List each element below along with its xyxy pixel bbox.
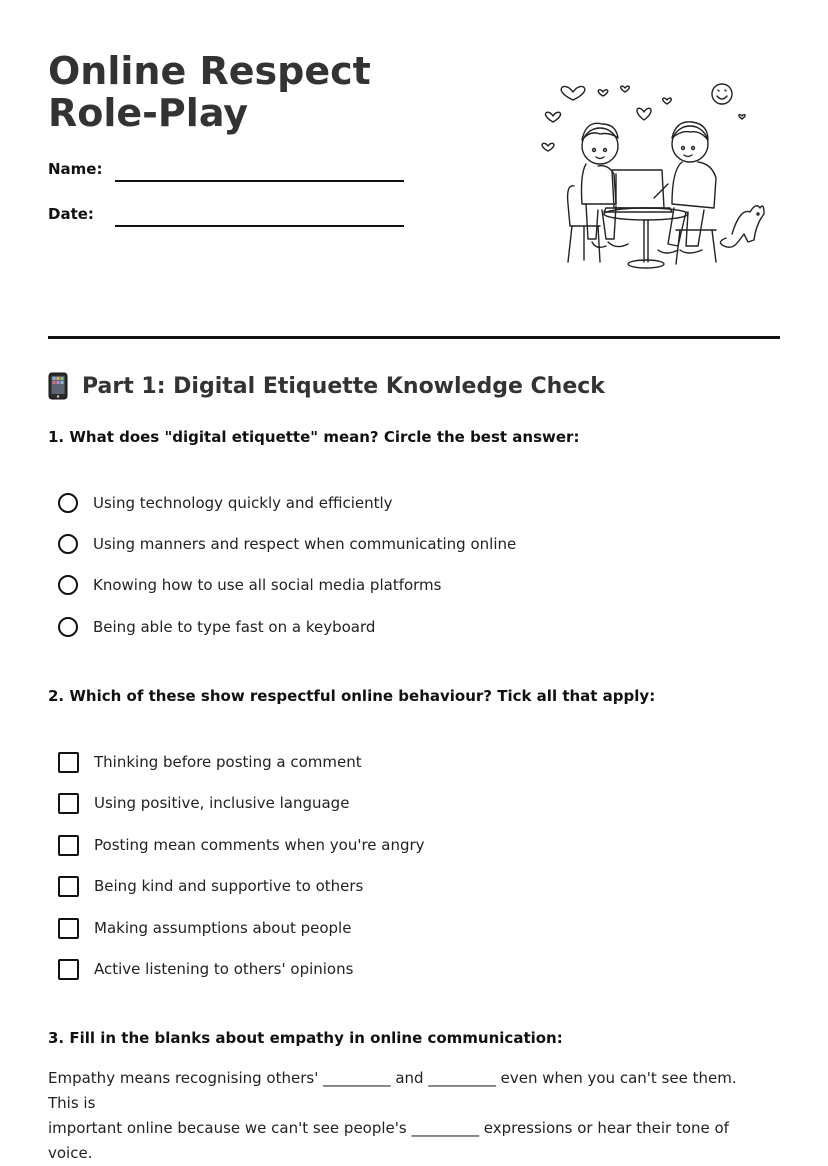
fill-in-line-1: Empathy means recognising others' _________ and _________ even when you can't see them. This is [48, 1069, 737, 1112]
part1-title: Part 1: Digital Etiquette Knowledge Check [82, 373, 605, 399]
q1-option-2[interactable] [58, 532, 516, 556]
checkbox-icon[interactable] [58, 835, 79, 856]
q2-option-label: Posting mean comments when you're angry [94, 836, 425, 854]
question-3-prompt: 3. Fill in the blanks about empathy in online communication: [48, 1029, 563, 1047]
q2-option-label: Making assumptions about people [94, 919, 352, 937]
checkbox-icon[interactable] [58, 793, 79, 814]
name-label: Name: [48, 160, 103, 178]
name-write-line [115, 180, 404, 182]
q2-option-5[interactable] [58, 916, 351, 940]
checkbox-icon[interactable] [58, 876, 79, 897]
radio-circle-icon[interactable] [58, 617, 78, 637]
part1-heading [48, 372, 605, 400]
radio-circle-icon[interactable] [58, 575, 78, 595]
q2-option-4[interactable] [58, 874, 363, 898]
q2-option-label: Being kind and supportive to others [94, 877, 364, 895]
q2-option-6[interactable] [58, 957, 353, 981]
date-label: Date: [48, 205, 94, 223]
q2-option-3[interactable] [58, 833, 425, 857]
q2-option-label: Active listening to others' opinions [94, 960, 354, 978]
radio-circle-icon[interactable] [58, 493, 78, 513]
checkbox-icon[interactable] [58, 918, 79, 939]
mobile-phone-icon [48, 372, 68, 400]
q1-option-label: Being able to type fast on a keyboard [93, 618, 376, 636]
empathy-fill-in-paragraph [48, 1066, 748, 1166]
q1-option-4[interactable] [58, 615, 375, 639]
section-divider [48, 336, 780, 339]
q1-option-label: Using technology quickly and efficiently [93, 494, 393, 512]
q2-option-2[interactable] [58, 791, 349, 815]
q2-option-1[interactable] [58, 750, 362, 774]
date-write-line [115, 225, 404, 227]
checkbox-icon[interactable] [58, 959, 79, 980]
fill-in-line-2: important online because we can't see people's _________ expressions or hear their tone of voice. [48, 1119, 729, 1162]
q1-option-label: Using manners and respect when communicating online [93, 535, 517, 553]
q2-option-label: Thinking before posting a comment [94, 753, 362, 771]
date-field [48, 205, 408, 235]
radio-circle-icon[interactable] [58, 534, 78, 554]
name-field [48, 160, 408, 190]
question-1-prompt: 1. What does "digital etiquette" mean? Circle the best answer: [48, 428, 580, 446]
q1-option-1[interactable] [58, 491, 393, 515]
q2-option-label: Using positive, inclusive language [94, 794, 350, 812]
q1-option-label: Knowing how to use all social media platforms [93, 576, 442, 594]
children-at-laptop-illustration [536, 74, 772, 274]
checkbox-icon[interactable] [58, 752, 79, 773]
page-title: Online Respect Role-Play [48, 49, 371, 135]
question-2-prompt: 2. Which of these show respectful online behaviour? Tick all that apply: [48, 687, 656, 705]
q1-option-3[interactable] [58, 573, 442, 597]
